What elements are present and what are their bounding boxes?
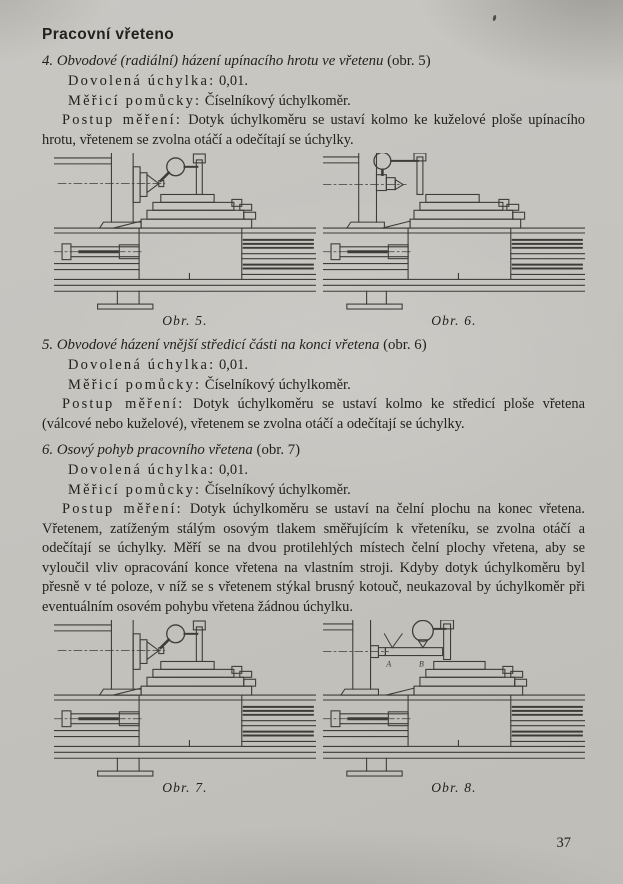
scan-speck <box>492 15 496 22</box>
section-5-heading <box>42 337 585 354</box>
figure-reference: (obr. 6) <box>383 337 427 353</box>
measuring-tools-line <box>42 376 585 396</box>
lathe-drawing-obr-5 <box>54 153 316 311</box>
section-4-heading <box>42 53 585 70</box>
page-number: 37 <box>556 835 571 851</box>
measuring-tools-label: Měřicí pomůcky: <box>68 376 202 393</box>
procedure-label: Postup měření: <box>62 396 185 412</box>
section-title: Osový pohyb pracovního vřetena <box>56 442 253 458</box>
procedure-paragraph <box>42 395 585 434</box>
figure-caption-obr-5: Obr. 5. <box>162 313 208 328</box>
allowed-deviation-label: Dovolená úchylka: <box>68 357 216 373</box>
procedure-text: Dotyk úchylkoměru se ustaví na čelní plochu na konec vřetena. Vřetenem, zatíženým stálým osovým tlakem směřujícím k vřeteníku, se zvolna otáčí a odečítají se úchylky. Měří se na dvou protilehlých místech čelní plochy vřetena, aby se vyloučil vliv opracování konce vřetena na vlastním stroji. Kdyby dotyk úchylkoměru byl přesně v té poloze, v níž se s vřetenem stýkal brusný kotouč, neukazoval by úchylkoměr při eventuálním osovém pohybu vřetena žádnou úchylku. <box>42 501 585 615</box>
figure-point-label: A <box>386 659 392 669</box>
figure-obr-7 <box>54 620 316 796</box>
procedure-text: Dotyk úchylkoměru se ustaví kolmo ke kuželové ploše upínacího hrotu, vřetenem se zvolna otáčí a odečítají se úchylky. <box>42 112 585 148</box>
figure-caption-obr-6: Obr. 6. <box>431 313 477 328</box>
section-5 <box>42 337 585 434</box>
procedure-label: Postup měření: <box>62 112 183 128</box>
page-title: Pracovní vřeteno <box>42 26 175 43</box>
measuring-tools-label: Měřicí pomůcky: <box>68 92 202 109</box>
measuring-tools-label: Měřicí pomůcky: <box>68 481 202 498</box>
figure-row-2 <box>42 617 585 796</box>
figure-reference: (obr. 7) <box>256 442 301 458</box>
section-title: Obvodové (radiální) házení upínacího hrotu ve vřetenu <box>56 53 384 69</box>
figure-obr-6 <box>323 153 585 329</box>
allowed-deviation-label: Dovolená úchylka: <box>68 462 216 478</box>
procedure-paragraph <box>42 111 585 150</box>
figure-obr-5 <box>54 153 316 329</box>
procedure-text: Dotyk úchylkoměru se ustaví kolmo ke středicí ploše vřetena (válcové nebo kuželové), vřetenem se zvolna otáčí a odečítají se úchylky. <box>42 396 585 432</box>
allowed-deviation-value: 0,01. <box>218 357 248 373</box>
measuring-tools-line <box>42 92 585 112</box>
section-number: 4. <box>42 53 54 69</box>
figure-caption-obr-8: Obr. 8. <box>431 780 477 795</box>
lathe-drawing-obr-8 <box>323 620 585 778</box>
section-6-heading <box>42 442 585 459</box>
section-4 <box>42 53 585 150</box>
allowed-deviation-line <box>42 461 585 481</box>
section-title: Obvodové házení vnější středicí části na konci vřetena <box>56 337 380 353</box>
lathe-drawing-obr-7 <box>54 620 316 778</box>
figure-obr-8 <box>323 620 585 796</box>
procedure-label: Postup měření: <box>62 501 183 517</box>
measuring-tools-value: Číselníkový úchylkoměr. <box>204 481 351 498</box>
figure-caption-obr-7: Obr. 7. <box>162 780 208 795</box>
figure-point-label: B <box>418 659 424 669</box>
allowed-deviation-label: Dovolená úchylka: <box>68 73 216 89</box>
allowed-deviation-value: 0,01. <box>218 462 248 478</box>
measuring-tools-value: Číselníkový úchylkoměr. <box>204 376 351 393</box>
section-6 <box>42 442 585 617</box>
allowed-deviation-line <box>42 72 585 92</box>
lathe-drawing-obr-6 <box>323 153 585 311</box>
procedure-paragraph <box>42 500 585 617</box>
allowed-deviation-value: 0,01. <box>218 73 248 89</box>
allowed-deviation-line <box>42 356 585 376</box>
figure-row-1 <box>42 150 585 329</box>
section-number: 5. <box>42 337 54 353</box>
figure-reference: (obr. 5) <box>387 53 431 69</box>
section-number: 6. <box>42 442 54 458</box>
measuring-tools-value: Číselníkový úchylkoměr. <box>204 92 351 109</box>
measuring-tools-line <box>42 481 585 501</box>
